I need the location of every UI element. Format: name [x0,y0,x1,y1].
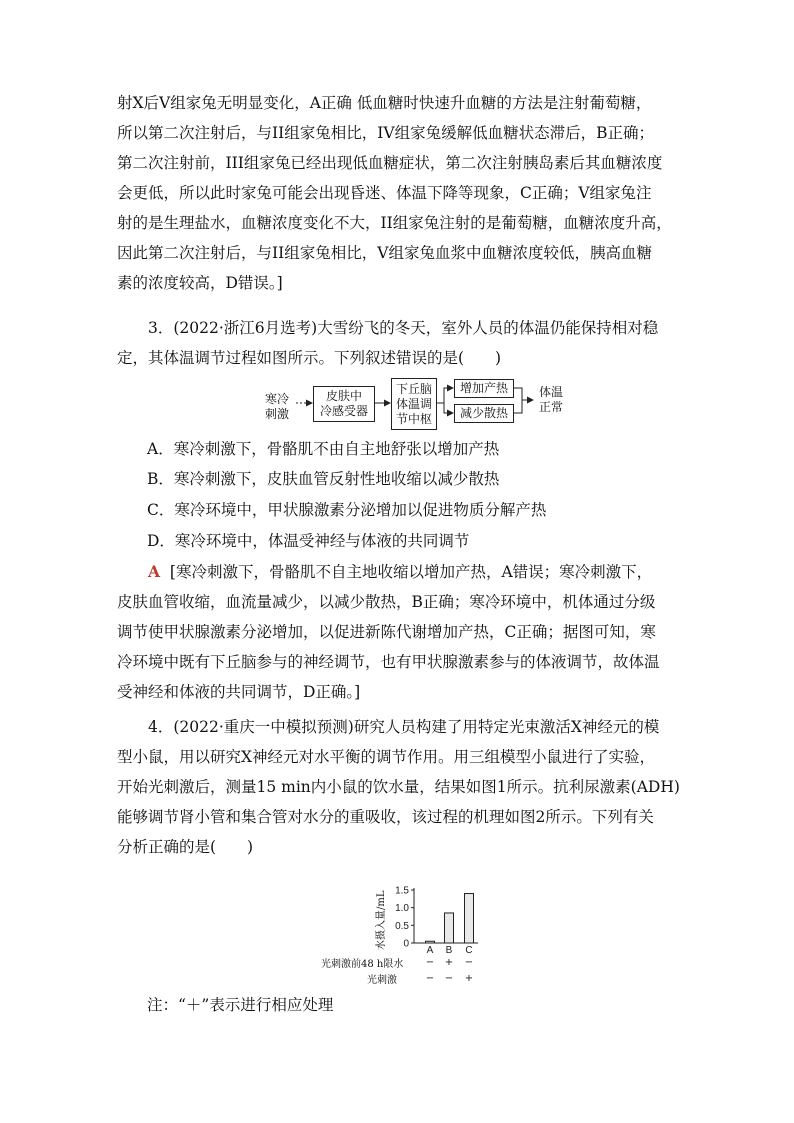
y-tick-label: 0.5 [395,920,409,932]
treatment-mark: + [444,957,454,968]
text-line: 冷感受器 [319,404,368,418]
text-line: 正常 [538,400,563,414]
y-tick-label: 0 [403,938,409,950]
text-line: 寒冷 [264,392,289,406]
text-line: 皮肤血管收缩，血流量减少，以减少散热，B正确；寒冷环境中，机体通过分级 [117,593,656,611]
text-line: 体温 [538,385,563,399]
text-line: 体温调 [395,396,432,411]
text-line: 调节使甲状腺激素分泌增加，以促进新陈代谢增加产热，C正确；据图可知，寒 [117,623,656,641]
text-line: 所以第二次注射后，与II组家兔相比，IV组家兔缓解低血糖状态滞后，B正确； [117,124,654,142]
bar-B [445,913,454,943]
text-line: 第二次注射前，III组家兔已经出现低血糖症状，第二次注射胰岛素后其血糖浓度 [117,154,663,172]
text-span: [寒冷刺激下，骨骼肌不自主地收缩以增加产热，A错误；寒冷刺激下， [169,563,653,581]
text-line: 3．(2022·浙江6月选考)大雪纷飞的冬天，室外人员的体温仍能保持相对稳 [148,319,659,337]
row-label-water-restriction: 光刺激前48 h限水 [321,959,404,970]
text-line: 冷环境中既有下丘脑参与的神经调节，也有甲状腺激素参与的体液调节，故体温 [117,653,660,671]
text-line: 能够调节肾小管和集合管对水分的重吸收，该过程的机理如图2所示。下列有关 [117,808,654,826]
text-line: 4．(2022·重庆一中模拟预测)研究人员构建了用特定光束激活X神经元的模 [148,718,660,736]
treatment-mark: + [464,973,474,984]
row-label-light-stimulus: 光刺激 [367,975,397,986]
option-a: A．寒冷刺激下，骨骼肌不由自主地舒张以增加产热 [147,440,500,458]
text-line: 会更低，所以此时家兔可能会出现昏迷、体温下降等现象，C正确；V组家兔注 [117,184,652,202]
reduce-heat-loss-box: 减少散热 [454,404,514,423]
treatment-mark: − [444,973,454,984]
category-label: A [426,945,434,956]
figure-note: 注：“＋”表示进行相应处理 [147,996,334,1014]
answer-letter: A [148,562,161,581]
category-label: C [465,945,473,956]
y-tick-label: 1.0 [395,903,409,915]
bar-C [465,894,474,943]
text-line: 下丘脑 [395,381,432,396]
treatment-mark: − [425,973,435,984]
bar-A [426,941,435,943]
text-line: 节中枢 [395,411,432,426]
text-line: 射的是生理盐水，血糖浓度变化不大，II组家兔注射的是葡萄糖，血糖浓度升高， [117,214,672,232]
text-line: 开始光刺激后，测量15 min内小鼠的饮水量，结果如图1所示。抗利尿激素(ADH) [117,778,680,796]
treatment-mark: − [464,957,474,968]
y-axis-label: 水摄入量/mL [376,890,387,950]
text-line: 因此第二次注射后，与II组家兔相比，V组家兔血浆中血糖浓度较低，胰高血糖 [117,244,652,262]
option-d: D．寒冷环境中，体温受神经与体液的共同调节 [147,532,470,550]
text-line: 皮肤中 [325,389,362,403]
text-line: 素的浓度较高，D错误。] [117,274,283,292]
text-line: 型小鼠，用以研究X神经元对水平衡的调节作用。用三组模型小鼠进行了实验， [117,748,656,766]
text-line: 定，其体温调节过程如图所示。下列叙述错误的是( ) [117,349,502,367]
text-line: 射X后V组家兔无明显变化，A正确 低血糖时快速升血糖的方法是注射葡萄糖， [117,94,652,112]
option-c: C．寒冷环境中，甲状腺激素分泌增加以促进物质分解产热 [147,501,547,519]
category-label: B [445,945,453,956]
treatment-mark: − [425,957,435,968]
option-b: B．寒冷刺激下，皮肤血管反射性地收缩以减少散热 [147,470,500,488]
text-line: 受神经和体液的共同调节，D正确。] [117,683,361,701]
y-tick-label: 1.5 [395,885,409,897]
increase-heat-box: 增加产热 [454,379,514,398]
text-line: 刺激 [264,407,289,421]
text-line: 分析正确的是( ) [117,838,254,856]
